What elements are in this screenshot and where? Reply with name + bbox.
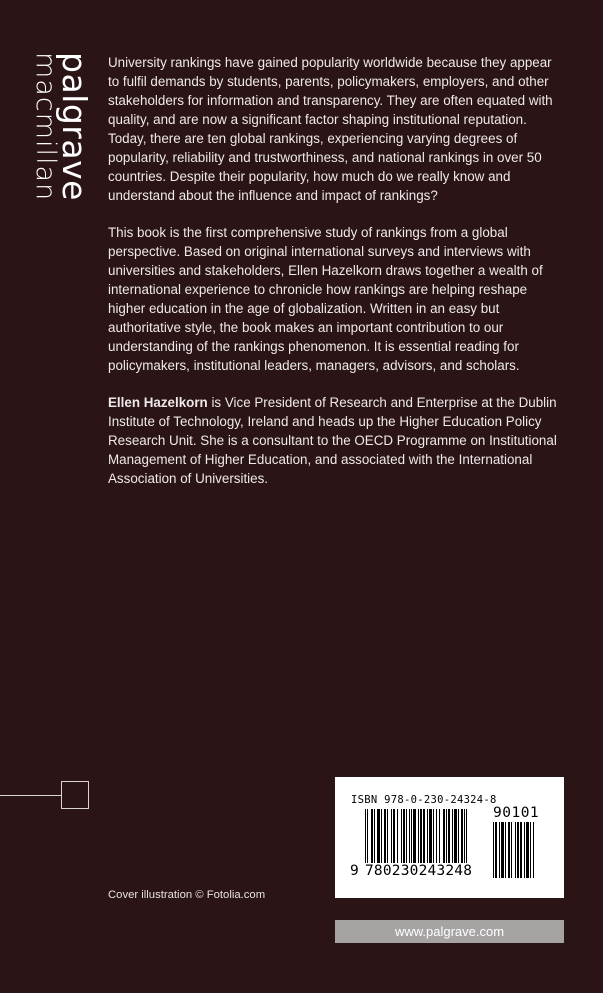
publisher-logo-text	[30, 52, 94, 202]
author-name: Ellen Hazelkorn	[108, 395, 208, 410]
barcode-addon-digits: 90101	[493, 805, 540, 821]
isbn-label: ISBN 978-0-230-24324-8	[351, 794, 497, 806]
isbn-barcode	[335, 777, 564, 898]
logo-macmillan: macmillan	[30, 52, 61, 202]
decorative-line	[0, 795, 61, 796]
decorative-square	[61, 781, 89, 809]
blurb-text	[108, 53, 563, 506]
publisher-logo	[28, 52, 94, 202]
barcode-digits: 780230243248	[365, 863, 473, 879]
barcode-addon-bars-icon	[493, 822, 545, 878]
author-bio-text: is Vice President of Research and Enterprise at the Dublin Institute of Technology, Ireland and heads up the Higher Education Policy Research Unit. She is a consultant to the OECD Programme on Institutional Management of Higher Education, and associated with the International Association of Universities.	[108, 395, 557, 486]
blurb-paragraph-1: University rankings have gained popularity worldwide because they appear to fulfil demands by students, parents, policymakers, employers, and other stakeholders for information and transparency. They are often equated with quality, and are now a significant factor shaping institutional reputation. Today, there are ten global rankings, experiencing varying degrees of popularity, reliability and trustworthiness, and national rankings in over 50 countries. Despite their popularity, how much do we really know and understand about the influence and impact of rankings?	[108, 55, 553, 203]
logo-palgrave: palgrave	[55, 52, 94, 201]
barcode-prefix-digit: 9	[350, 863, 359, 879]
publisher-url[interactable]: www.palgrave.com	[335, 920, 564, 943]
cover-illustration-credit: Cover illustration © Fotolia.com	[108, 889, 266, 901]
blurb-paragraph-2: This book is the first comprehensive study of rankings from a global perspective. Based on original international surveys and interviews with universities and stakeholders, Ellen Hazelkorn draws together a wealth of international experience to chronicle how rankings are helping reshape higher education in the age of globalization. Written in an easy but authoritative style, the book makes an important contribution to our understanding of the rankings phenomenon. It is essential reading for policymakers, institutional leaders, managers, advisors, and scholars.	[108, 225, 543, 373]
author-bio	[108, 393, 563, 488]
